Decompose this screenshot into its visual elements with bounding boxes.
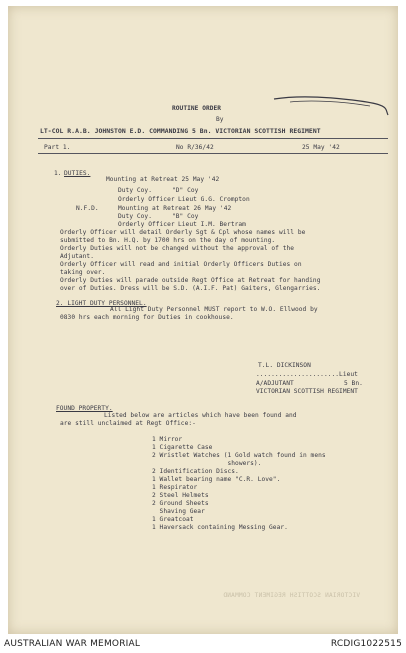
mounting-a: Mounting at Retreat 25 May '42 bbox=[106, 176, 220, 183]
found-item: 1 Mirror bbox=[152, 436, 183, 443]
order-number: No R/36/42 bbox=[176, 144, 214, 151]
section2-line-1: All Light Duty Personnel MUST report to W.O. Ellwood by bbox=[110, 306, 318, 313]
footer-record-id: RCDIG1022515 bbox=[330, 639, 402, 649]
duties-line-4: Adjutant. bbox=[60, 253, 94, 260]
signature-role: A/ADJUTANT bbox=[256, 380, 294, 387]
found-item: 2 Steel Helmets bbox=[152, 492, 209, 499]
found-intro-1: Listed below are articles which have been found and bbox=[104, 412, 297, 419]
signature-dots: ......................Lieut bbox=[256, 371, 358, 378]
duties-line-2: submitted to Bn. H.Q. by 1700 hrs on the day of mounting. bbox=[60, 237, 276, 244]
section1-heading: DUTIES. bbox=[64, 170, 91, 177]
archive-footer bbox=[0, 636, 406, 653]
mounting-b: Mounting at Retreat 26 May '42 bbox=[118, 205, 232, 212]
duty-coy-a-label: Duty Coy. bbox=[118, 187, 152, 194]
nfd-label: N.F.D. bbox=[76, 205, 99, 212]
signature-name: T.L. DICKINSON bbox=[258, 362, 311, 369]
section1-number: 1. bbox=[54, 170, 62, 177]
found-item: 2 Ground Sheets bbox=[152, 500, 209, 507]
found-item: 2 Wristlet Watches (1 Gold watch found in mens bbox=[152, 452, 326, 459]
section2-line-2: 0830 hrs each morning for Duties in cookhouse. bbox=[60, 314, 234, 321]
found-item: 1 Respirator bbox=[152, 484, 198, 491]
part-label: Part 1. bbox=[44, 144, 71, 151]
orderly-officer-a-label: Orderly Officer bbox=[118, 196, 175, 203]
header-rule-bottom bbox=[38, 153, 388, 154]
duties-line-7: Orderly Duties will parade outside Regt Office at Retreat for handing bbox=[60, 277, 321, 284]
found-item: Shaving Gear bbox=[152, 508, 205, 515]
orderly-officer-b-label: Orderly Officer bbox=[118, 221, 175, 228]
duties-line-1: Orderly Officer will detail Orderly Sgt & Cpl whose names will be bbox=[60, 229, 306, 236]
found-item: 1 Cigarette Case bbox=[152, 444, 213, 451]
duties-line-8: over of Duties. Dress will be S.D. (A.I.F. Pat) Gaiters, Glengarries. bbox=[60, 285, 321, 292]
pen-scribble bbox=[270, 93, 392, 119]
orderly-officer-b-value: Lieut I.M. Bertram bbox=[178, 221, 246, 228]
found-item: 2 Identification Discs. bbox=[152, 468, 239, 475]
duty-coy-b-value: "B" Coy bbox=[172, 213, 199, 220]
found-item: 1 Wallet bearing name "C.R. Love". bbox=[152, 476, 281, 483]
duties-line-3: Orderly Duties will not be changed without the approval of the bbox=[60, 245, 295, 252]
duty-coy-b-label: Duty Coy. bbox=[118, 213, 152, 220]
found-item: showers). bbox=[152, 460, 262, 467]
show-through-text: VICTORIAN SCOTTISH REGIMENT COMMAND bbox=[223, 592, 360, 599]
found-item: 1 Haversack containing Messing Gear. bbox=[152, 524, 288, 531]
duties-line-6: taking over. bbox=[60, 269, 106, 276]
orderly-officer-a-value: Lieut G.G. Crompton bbox=[178, 196, 250, 203]
signature-bn: 5 Bn. bbox=[344, 380, 363, 387]
section2-heading: 2. LIGHT DUTY PERSONNEL. bbox=[56, 300, 147, 307]
duties-line-5: Orderly Officer will read and initial Orderly Officers Duties on bbox=[60, 261, 302, 268]
footer-institution: AUSTRALIAN WAR MEMORIAL bbox=[4, 639, 141, 649]
found-intro-2: are still unclaimed at Regt Office:- bbox=[60, 420, 196, 427]
order-date: 25 May '42 bbox=[302, 144, 340, 151]
signature-unit: VICTORIAN SCOTTISH REGIMENT bbox=[256, 388, 358, 395]
duty-coy-a-value: "D" Coy bbox=[172, 187, 199, 194]
order-title: ROUTINE ORDER bbox=[172, 105, 222, 112]
commanding-line: LT-COL R.A.B. JOHNSTON E.D. COMMANDING 5 Bn. VICTORIAN SCOTTISH REGIMENT bbox=[40, 127, 321, 135]
header-rule-top bbox=[38, 138, 388, 139]
found-item: 1 Greatcoat bbox=[152, 516, 194, 523]
order-by: By bbox=[216, 116, 224, 123]
found-heading: FOUND PROPERTY. bbox=[56, 405, 113, 412]
